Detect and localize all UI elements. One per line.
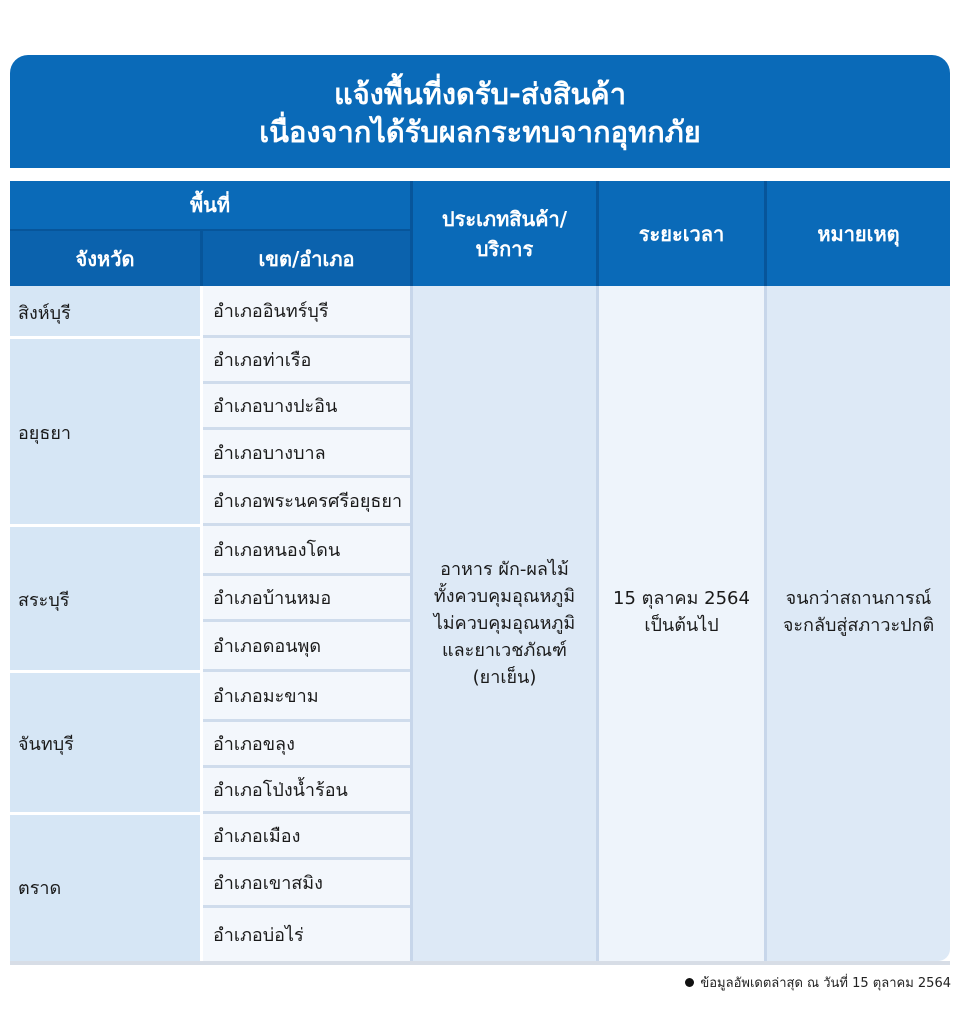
district-cell: อำเภอบ่อไร่ <box>203 908 410 961</box>
product-type-line: (ยาเย็น) <box>472 667 537 688</box>
remark-line: จนกว่าสถานการณ์ <box>785 587 932 609</box>
product-type-line: และยาเวชภัณฑ์ <box>442 640 567 661</box>
row-divider <box>10 812 200 815</box>
header-product-type <box>413 181 596 286</box>
header-area: พื้นที่ <box>10 181 410 229</box>
header-product-type-line1: ประเภทสินค้า/ <box>441 206 568 231</box>
header-divider <box>200 231 203 286</box>
header-remark: หมายเหตุ <box>767 181 950 286</box>
footnote <box>685 972 951 993</box>
district-cell: อำเภออินทร์บุรี <box>203 286 410 338</box>
row-divider <box>10 336 200 339</box>
title-line-1: แจ้งพื้นที่งดรับ-ส่งสินค้า <box>334 77 626 111</box>
period-line: 15 ตุลาคม 2564 <box>613 587 750 609</box>
title-banner <box>10 55 950 168</box>
remark-cell <box>767 286 950 961</box>
district-cell: อำเภอขลุง <box>203 722 410 768</box>
district-cell: อำเภอเขาสมิง <box>203 860 410 908</box>
table-bottom-shadow <box>10 961 950 965</box>
province-cell: สระบุรี <box>10 526 200 672</box>
district-cell: อำเภอเมือง <box>203 814 410 860</box>
row-divider <box>10 524 200 527</box>
district-cell: อำเภอบางปะอิน <box>203 384 410 430</box>
province-cell: อยุธยา <box>10 338 200 526</box>
footnote-text: ข้อมูลอัพเดตล่าสุด ณ วันที่ 15 ตุลาคม 2564 <box>700 976 951 991</box>
product-type-cell <box>413 286 596 961</box>
header-divider <box>410 181 413 286</box>
header-province: จังหวัด <box>10 231 200 286</box>
header-district: เขต/อำเภอ <box>203 231 410 286</box>
column-divider <box>200 286 203 961</box>
district-cell: อำเภอบ้านหมอ <box>203 576 410 622</box>
district-cell: อำเภอบางบาล <box>203 430 410 478</box>
district-cell: อำเภอหนองโดน <box>203 526 410 576</box>
row-divider <box>10 670 200 673</box>
affected-areas-table <box>10 181 950 961</box>
district-cell: อำเภอท่าเรือ <box>203 338 410 384</box>
product-type-line: ทั้งควบคุมอุณหภูมิ <box>433 586 576 607</box>
header-divider <box>764 181 767 286</box>
district-cell: อำเภอโป่งน้ำร้อน <box>203 768 410 814</box>
period-cell <box>599 286 764 961</box>
title-line-2: เนื่องจากได้รับผลกระทบจากอุทกภัย <box>259 115 701 149</box>
district-cell: อำเภอดอนพุด <box>203 622 410 672</box>
header-period: ระยะเวลา <box>599 181 764 286</box>
bullet-icon <box>685 978 694 987</box>
header-product-type-line2: บริการ <box>475 236 534 261</box>
province-cell: ตราด <box>10 814 200 961</box>
province-cell: สิงห์บุรี <box>10 286 200 338</box>
product-type-line: อาหาร ผัก-ผลไม้ <box>440 559 569 580</box>
header-divider <box>10 229 410 231</box>
remark-line: จะกลับสู่สภาวะปกติ <box>782 614 935 636</box>
district-cell: อำเภอมะขาม <box>203 672 410 722</box>
district-cell: อำเภอพระนครศรีอยุธยา <box>203 478 410 526</box>
product-type-line: ไม่ควบคุมอุณหภูมิ <box>433 613 576 634</box>
province-cell: จันทบุรี <box>10 672 200 814</box>
header-divider <box>596 181 599 286</box>
period-line: เป็นต้นไป <box>644 614 719 636</box>
